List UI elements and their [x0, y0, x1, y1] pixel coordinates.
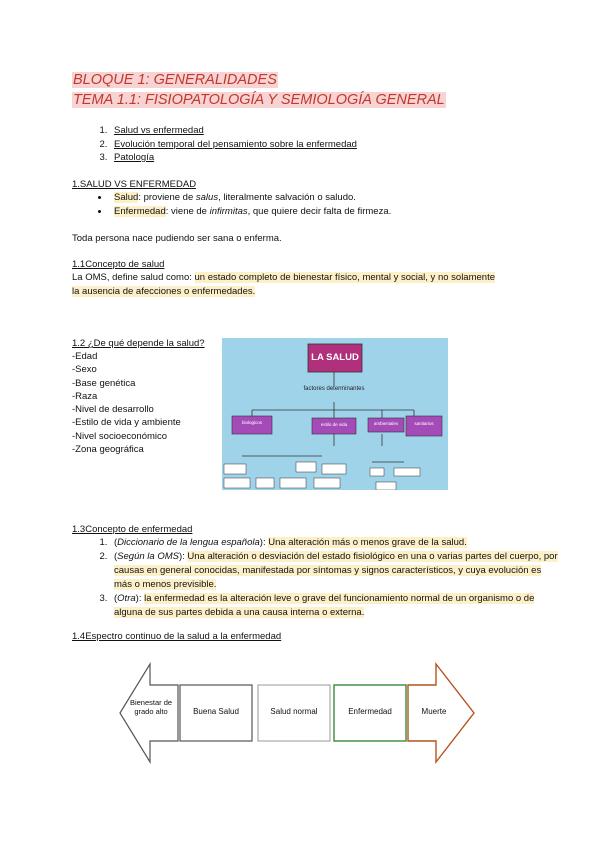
- spectrum-label-salud-normal: Salud normal: [270, 707, 318, 716]
- toc-item[interactable]: 3. Patología: [110, 151, 357, 165]
- concept-map-node: estilo de vida: [320, 422, 348, 427]
- concept-map-node: ambientales: [373, 421, 399, 426]
- disease-definitions-list: [90, 536, 560, 619]
- list-item: -Nivel de desarrollo: [72, 404, 154, 416]
- toc-item[interactable]: 1. Salud vs enfermedad: [110, 124, 357, 138]
- health-spectrum-diagram: [118, 660, 478, 766]
- concept-map-title: LA SALUD: [311, 352, 359, 363]
- concept-map-node: biologicos: [241, 420, 262, 425]
- section-heading-concepto-salud: 1.1Concepto de salud: [72, 259, 165, 270]
- section-heading-salud-vs-enfermedad: 1.SALUD VS ENFERMEDAD: [72, 179, 197, 190]
- list-item: -Sexo: [72, 364, 97, 376]
- spectrum-label-buena-salud: Buena Salud: [193, 707, 239, 716]
- etymology-list: [90, 191, 570, 219]
- list-item: • Enfermedad: viene de infirmitas, que quiere decir falta de firmeza.: [110, 205, 570, 219]
- concept-map-connector: factores determinantes: [303, 386, 365, 392]
- spectrum-label-muerte: Muerte: [421, 707, 447, 716]
- list-item: -Estilo de vida y ambiente: [72, 417, 181, 429]
- list-item: -Nivel socioeconómico: [72, 430, 168, 442]
- spectrum-label-enfermedad: Enfermedad: [348, 707, 392, 716]
- list-item: -Base genética: [72, 377, 136, 389]
- block-title: BLOQUE 1: GENERALIDADES: [73, 72, 277, 88]
- section-heading-depende-salud: 1.2 ¿De qué depende la salud?: [72, 338, 205, 349]
- table-of-contents: [90, 124, 357, 165]
- oms-definition: La OMS, define salud como: un estado completo de bienestar físico, mental y social, y no solamente la ausencia de afecciones o enfermedades.: [72, 272, 495, 297]
- paragraph: Toda persona nace pudiendo ser sana o enferma.: [72, 233, 282, 244]
- list-item: -Raza: [72, 390, 98, 402]
- section-heading-concepto-enfermedad: 1.3Concepto de enfermedad: [72, 524, 193, 535]
- list-item: • Salud: proviene de salus, literalmente salvación o saludo.: [110, 191, 570, 205]
- health-concept-map: [222, 338, 448, 490]
- topic-title: TEMA 1.1: FISIOPATOLOGÍA Y SEMIOLOGÍA GENERAL: [73, 92, 445, 108]
- concept-map-node: sanitarios: [414, 421, 434, 426]
- definition-item: 3. (Otra): la enfermedad es la alteración leve o grave del funcionamiento normal de un organismo o de alguna de sus partes debida a una causa interna o externa.: [110, 592, 560, 620]
- section-heading-espectro: 1.4Espectro continuo de la salud a la enfermedad: [72, 631, 282, 642]
- definition-item: 2. (Según la OMS): Una alteración o desviación del estado fisiológico en una o varias partes del cuerpo, por causas en general conocidas, manifestada por síntomas y signos característicos, y cuya evolución es más o menos previsible.: [110, 550, 560, 592]
- toc-item[interactable]: 2. Evolución temporal del pensamiento sobre la enfermedad: [110, 138, 357, 152]
- spectrum-label-bienestar: Bienestar de grado alto: [129, 698, 173, 716]
- definition-item: 1. (Diccionario de la lengua española): Una alteración más o menos grave de la salud.: [110, 536, 560, 550]
- list-item: -Zona geográfica: [72, 444, 144, 456]
- health-factors-list: [72, 350, 181, 456]
- list-item: -Edad: [72, 351, 98, 362]
